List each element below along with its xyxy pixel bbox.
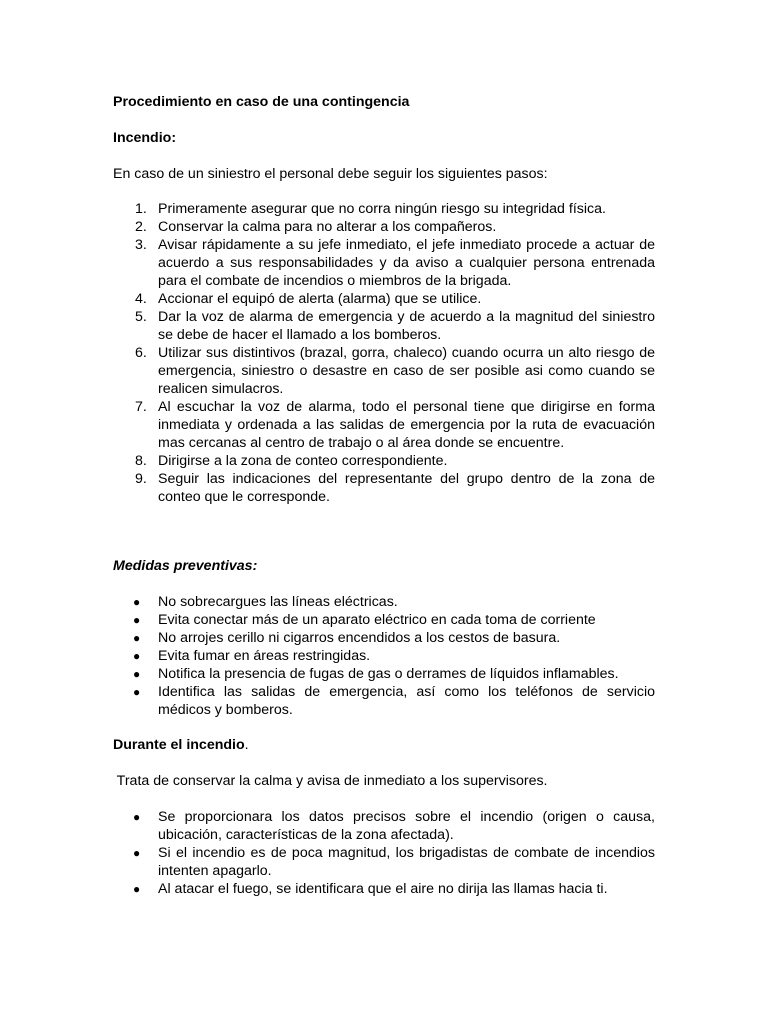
heading-period: . — [244, 737, 249, 753]
during-list — [113, 808, 655, 898]
list-number: 7. — [135, 399, 147, 415]
list-item — [113, 647, 655, 665]
list-number: 8. — [135, 453, 147, 469]
list-number: 9. — [135, 471, 147, 487]
list-item — [113, 593, 655, 611]
list-item — [113, 398, 655, 452]
list-number: 5. — [135, 309, 147, 325]
section-heading-incendio: Incendio: — [113, 130, 177, 146]
bullet-icon: ● — [133, 882, 141, 896]
section-heading-text: Durante el incendio — [113, 737, 245, 753]
list-item — [113, 880, 655, 898]
list-item — [113, 236, 655, 290]
list-item-text: Dar la voz de alarma de emergencia y de acuerdo a la magnitud del siniestro se debe de hacer el llamado a los bomberos. — [158, 309, 655, 343]
section-intro-durante: Trata de conservar la calma y avisa de inmediato a los supervisores. — [113, 773, 548, 789]
list-item — [113, 808, 655, 844]
list-item-text: Evita conectar más de un aparato eléctrico en cada toma de corriente — [158, 612, 596, 628]
list-item-text: Dirigirse a la zona de conteo correspondiente. — [158, 453, 448, 469]
list-item-text: Evita fumar en áreas restringidas. — [158, 648, 371, 664]
bullet-icon: ● — [133, 846, 141, 860]
bullet-icon: ● — [133, 613, 141, 627]
list-item-text: Accionar el equipó de alerta (alarma) que se utilice. — [158, 291, 482, 307]
list-item-text: No sobrecargues las líneas eléctricas. — [158, 594, 398, 610]
document-title: Procedimiento en caso de una contingencia — [113, 94, 410, 110]
bullet-icon: ● — [133, 595, 141, 609]
list-item — [113, 290, 655, 308]
list-item — [113, 200, 655, 218]
list-item — [113, 452, 655, 470]
list-item — [113, 470, 655, 506]
list-item-text: Seguir las indicaciones del representante del grupo dentro de la zona de conteo que le corresponde. — [158, 471, 655, 505]
section-heading-medidas: Medidas preventivas: — [113, 558, 258, 574]
list-item — [113, 611, 655, 629]
section-heading-durante — [113, 736, 655, 754]
bullet-icon: ● — [133, 667, 141, 681]
steps-list — [113, 200, 655, 506]
list-number: 1. — [135, 201, 147, 217]
preventive-list — [113, 593, 655, 719]
list-number: 4. — [135, 291, 147, 307]
list-item-text: Identifica las salidas de emergencia, así como los teléfonos de servicio médicos y bomberos. — [158, 684, 655, 718]
list-item — [113, 844, 655, 880]
list-number: 3. — [135, 237, 147, 253]
list-number: 6. — [135, 345, 147, 361]
bullet-icon: ● — [133, 810, 141, 824]
list-item — [113, 308, 655, 344]
list-item-text: Primeramente asegurar que no corra ningún riesgo su integridad física. — [158, 201, 606, 217]
list-number: 2. — [135, 219, 147, 235]
list-item-text: Notifica la presencia de fugas de gas o derrames de líquidos inflamables. — [158, 666, 619, 682]
list-item — [113, 218, 655, 236]
bullet-icon: ● — [133, 685, 141, 699]
list-item — [113, 665, 655, 683]
section-intro: En caso de un siniestro el personal debe seguir los siguientes pasos: — [113, 166, 548, 182]
list-item-text: Se proporcionara los datos precisos sobre el incendio (origen o causa, ubicación, características de la zona afectada). — [158, 809, 655, 843]
list-item-text: Avisar rápidamente a su jefe inmediato, el jefe inmediato procede a actuar de acuerdo a sus responsabilidades y da aviso a cualquier persona entrenada para el combate de incendios o miembros de la brigada. — [158, 237, 655, 289]
list-item-text: Utilizar sus distintivos (brazal, gorra, chaleco) cuando ocurra un alto riesgo de emergencia, siniestro o desastre en caso de ser posible asi como cuando se realicen simulacros. — [158, 345, 655, 397]
list-item — [113, 629, 655, 647]
list-item-text: Al atacar el fuego, se identificara que el aire no dirija las llamas hacia ti. — [158, 881, 608, 897]
bullet-icon: ● — [133, 631, 141, 645]
list-item — [113, 683, 655, 719]
list-item-text: Al escuchar la voz de alarma, todo el personal tiene que dirigirse en forma inmediata y ordenada a las salidas de emergencia por la ruta de evacuación mas cercanas al centro de trabajo o al área donde se encuentre. — [158, 399, 655, 451]
list-item-text: No arrojes cerillo ni cigarros encendidos a los cestos de basura. — [158, 630, 561, 646]
bullet-icon: ● — [133, 649, 141, 663]
list-item-text: Si el incendio es de poca magnitud, los brigadistas de combate de incendios intenten apagarlo. — [158, 845, 655, 879]
list-item-text: Conservar la calma para no alterar a los compañeros. — [158, 219, 497, 235]
list-item — [113, 344, 655, 398]
